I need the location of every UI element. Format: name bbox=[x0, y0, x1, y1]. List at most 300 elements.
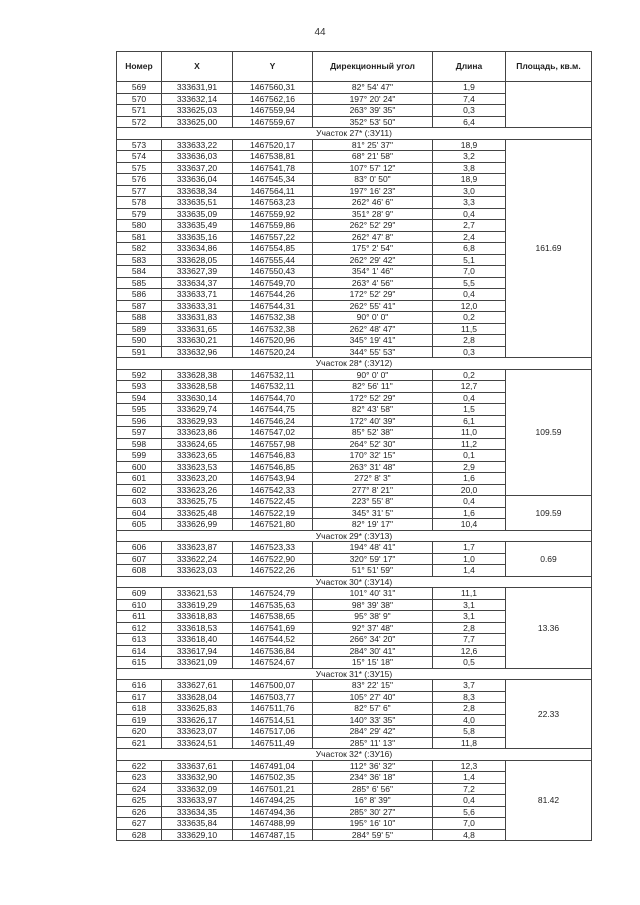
direction-angle: 197° 16' 23" bbox=[313, 185, 433, 197]
coord-y: 1467538,81 bbox=[233, 151, 313, 163]
col-header-area: Площадь, кв.м. bbox=[506, 52, 592, 82]
coord-y: 1467560,31 bbox=[233, 82, 313, 94]
point-number: 597 bbox=[117, 427, 162, 439]
coord-y: 1467511,49 bbox=[233, 737, 313, 749]
segment-length: 1,9 bbox=[433, 82, 506, 94]
coord-x: 333633,97 bbox=[162, 795, 233, 807]
table-body bbox=[117, 82, 592, 841]
section-row bbox=[117, 576, 592, 588]
direction-angle: 170° 32' 15" bbox=[313, 450, 433, 462]
area-value: 81.42 bbox=[506, 760, 592, 841]
coord-x: 333624,65 bbox=[162, 438, 233, 450]
segment-length: 20,0 bbox=[433, 484, 506, 496]
point-number: 604 bbox=[117, 507, 162, 519]
direction-angle: 105° 27' 40" bbox=[313, 691, 433, 703]
segment-length: 6,1 bbox=[433, 415, 506, 427]
point-number: 622 bbox=[117, 760, 162, 772]
coord-y: 1467546,24 bbox=[233, 415, 313, 427]
coord-y: 1467554,85 bbox=[233, 243, 313, 255]
segment-length: 7,0 bbox=[433, 266, 506, 278]
segment-length: 0,4 bbox=[433, 392, 506, 404]
coord-x: 333633,71 bbox=[162, 289, 233, 301]
coord-y: 1467541,78 bbox=[233, 162, 313, 174]
coord-y: 1467543,94 bbox=[233, 473, 313, 485]
direction-angle: 82° 54' 47" bbox=[313, 82, 433, 94]
section-title: Участок 28* (:ЗУ12) bbox=[117, 358, 592, 370]
segment-length: 2,8 bbox=[433, 335, 506, 347]
coord-y: 1467523,33 bbox=[233, 542, 313, 554]
segment-length: 0,2 bbox=[433, 369, 506, 381]
direction-angle: 234° 36' 18" bbox=[313, 772, 433, 784]
table-row bbox=[117, 542, 592, 554]
coord-y: 1467514,51 bbox=[233, 714, 313, 726]
section-row bbox=[117, 128, 592, 140]
coord-x: 333635,84 bbox=[162, 818, 233, 830]
point-number: 595 bbox=[117, 404, 162, 416]
direction-angle: 351° 28' 9" bbox=[313, 208, 433, 220]
point-number: 615 bbox=[117, 657, 162, 669]
col-header-x: X bbox=[162, 52, 233, 82]
segment-length: 4,8 bbox=[433, 829, 506, 841]
point-number: 572 bbox=[117, 116, 162, 128]
segment-length: 1,0 bbox=[433, 553, 506, 565]
coord-x: 333628,04 bbox=[162, 691, 233, 703]
point-number: 587 bbox=[117, 300, 162, 312]
area-value: 161.69 bbox=[506, 139, 592, 358]
segment-length: 2,7 bbox=[433, 220, 506, 232]
coord-x: 333631,83 bbox=[162, 312, 233, 324]
segment-length: 2,8 bbox=[433, 703, 506, 715]
coord-x: 333632,14 bbox=[162, 93, 233, 105]
point-number: 619 bbox=[117, 714, 162, 726]
coord-x: 333630,21 bbox=[162, 335, 233, 347]
segment-length: 11,0 bbox=[433, 427, 506, 439]
area-value bbox=[506, 82, 592, 128]
segment-length: 7,2 bbox=[433, 783, 506, 795]
point-number: 588 bbox=[117, 312, 162, 324]
point-number: 618 bbox=[117, 703, 162, 715]
direction-angle: 95° 38' 9" bbox=[313, 611, 433, 623]
point-number: 628 bbox=[117, 829, 162, 841]
point-number: 590 bbox=[117, 335, 162, 347]
point-number: 581 bbox=[117, 231, 162, 243]
coord-y: 1467555,44 bbox=[233, 254, 313, 266]
direction-angle: 262° 55' 41" bbox=[313, 300, 433, 312]
page-number: 44 bbox=[314, 27, 326, 38]
direction-angle: 264° 52' 30" bbox=[313, 438, 433, 450]
coord-x: 333619,29 bbox=[162, 599, 233, 611]
coord-x: 333634,37 bbox=[162, 277, 233, 289]
direction-angle: 82° 57' 6" bbox=[313, 703, 433, 715]
coord-x: 333618,40 bbox=[162, 634, 233, 646]
coord-y: 1467522,90 bbox=[233, 553, 313, 565]
direction-angle: 284° 30' 41" bbox=[313, 645, 433, 657]
segment-length: 1,4 bbox=[433, 565, 506, 577]
direction-angle: 320° 59' 17" bbox=[313, 553, 433, 565]
point-number: 614 bbox=[117, 645, 162, 657]
coord-y: 1467524,67 bbox=[233, 657, 313, 669]
direction-angle: 263° 39' 35" bbox=[313, 105, 433, 117]
segment-length: 3,3 bbox=[433, 197, 506, 209]
segment-length: 0,1 bbox=[433, 450, 506, 462]
segment-length: 11,1 bbox=[433, 588, 506, 600]
point-number: 585 bbox=[117, 277, 162, 289]
segment-length: 0,4 bbox=[433, 795, 506, 807]
point-number: 626 bbox=[117, 806, 162, 818]
direction-angle: 81° 25' 37" bbox=[313, 139, 433, 151]
segment-length: 6,4 bbox=[433, 116, 506, 128]
coord-y: 1467520,17 bbox=[233, 139, 313, 151]
coord-y: 1467522,26 bbox=[233, 565, 313, 577]
coord-y: 1467564,11 bbox=[233, 185, 313, 197]
coord-y: 1467546,85 bbox=[233, 461, 313, 473]
point-number: 625 bbox=[117, 795, 162, 807]
direction-angle: 90° 0' 0" bbox=[313, 312, 433, 324]
direction-angle: 82° 19' 17" bbox=[313, 519, 433, 531]
point-number: 602 bbox=[117, 484, 162, 496]
table-row bbox=[117, 82, 592, 94]
segment-length: 1,6 bbox=[433, 473, 506, 485]
coord-x: 333621,53 bbox=[162, 588, 233, 600]
direction-angle: 262° 52' 29" bbox=[313, 220, 433, 232]
point-number: 584 bbox=[117, 266, 162, 278]
coord-x: 333623,20 bbox=[162, 473, 233, 485]
direction-angle: 354° 1' 46" bbox=[313, 266, 433, 278]
coord-x: 333637,20 bbox=[162, 162, 233, 174]
coord-y: 1467544,52 bbox=[233, 634, 313, 646]
coord-x: 333635,09 bbox=[162, 208, 233, 220]
coord-y: 1467488,99 bbox=[233, 818, 313, 830]
direction-angle: 263° 4' 56" bbox=[313, 277, 433, 289]
coord-y: 1467544,75 bbox=[233, 404, 313, 416]
point-number: 610 bbox=[117, 599, 162, 611]
coord-x: 333634,35 bbox=[162, 806, 233, 818]
coord-y: 1467532,38 bbox=[233, 323, 313, 335]
point-number: 592 bbox=[117, 369, 162, 381]
segment-length: 1,5 bbox=[433, 404, 506, 416]
point-number: 600 bbox=[117, 461, 162, 473]
coord-y: 1467536,84 bbox=[233, 645, 313, 657]
direction-angle: 175° 2' 54" bbox=[313, 243, 433, 255]
coord-x: 333618,83 bbox=[162, 611, 233, 623]
section-title: Участок 29* (:ЗУ13) bbox=[117, 530, 592, 542]
point-number: 577 bbox=[117, 185, 162, 197]
coord-x: 333629,10 bbox=[162, 829, 233, 841]
direction-angle: 101° 40' 31" bbox=[313, 588, 433, 600]
direction-angle: 172° 40' 39" bbox=[313, 415, 433, 427]
direction-angle: 263° 31' 48" bbox=[313, 461, 433, 473]
section-title: Участок 31* (:ЗУ15) bbox=[117, 668, 592, 680]
col-header-length: Длина bbox=[433, 52, 506, 82]
coord-x: 333631,91 bbox=[162, 82, 233, 94]
coord-y: 1467524,79 bbox=[233, 588, 313, 600]
coord-x: 333635,16 bbox=[162, 231, 233, 243]
segment-length: 1,7 bbox=[433, 542, 506, 554]
direction-angle: 82° 56' 11" bbox=[313, 381, 433, 393]
coord-x: 333630,14 bbox=[162, 392, 233, 404]
direction-angle: 112° 36' 32" bbox=[313, 760, 433, 772]
direction-angle: 266° 34' 20" bbox=[313, 634, 433, 646]
col-header-y: Y bbox=[233, 52, 313, 82]
direction-angle: 172° 52' 29" bbox=[313, 289, 433, 301]
table-row bbox=[117, 139, 592, 151]
segment-length: 3,1 bbox=[433, 611, 506, 623]
segment-length: 0,3 bbox=[433, 105, 506, 117]
coord-y: 1467559,94 bbox=[233, 105, 313, 117]
direction-angle: 284° 29' 42" bbox=[313, 726, 433, 738]
segment-length: 18,9 bbox=[433, 174, 506, 186]
direction-angle: 344° 55' 53" bbox=[313, 346, 433, 358]
coord-y: 1467550,43 bbox=[233, 266, 313, 278]
coord-y: 1467544,31 bbox=[233, 300, 313, 312]
direction-angle: 345° 19' 41" bbox=[313, 335, 433, 347]
coord-x: 333625,03 bbox=[162, 105, 233, 117]
area-value: 109.59 bbox=[506, 496, 592, 531]
segment-length: 10,4 bbox=[433, 519, 506, 531]
point-number: 627 bbox=[117, 818, 162, 830]
section-row bbox=[117, 668, 592, 680]
point-number: 605 bbox=[117, 519, 162, 531]
segment-length: 12,6 bbox=[433, 645, 506, 657]
point-number: 609 bbox=[117, 588, 162, 600]
section-title: Участок 27* (:ЗУ11) bbox=[117, 128, 592, 140]
coord-x: 333628,05 bbox=[162, 254, 233, 266]
point-number: 617 bbox=[117, 691, 162, 703]
coord-x: 333636,03 bbox=[162, 151, 233, 163]
coord-x: 333633,22 bbox=[162, 139, 233, 151]
table-row bbox=[117, 760, 592, 772]
table-row bbox=[117, 369, 592, 381]
coord-x: 333629,93 bbox=[162, 415, 233, 427]
section-row bbox=[117, 749, 592, 761]
direction-angle: 15° 15' 18" bbox=[313, 657, 433, 669]
segment-length: 12,7 bbox=[433, 381, 506, 393]
coord-x: 333627,61 bbox=[162, 680, 233, 692]
direction-angle: 90° 0' 0" bbox=[313, 369, 433, 381]
direction-angle: 98° 39' 38" bbox=[313, 599, 433, 611]
segment-length: 0,4 bbox=[433, 496, 506, 508]
direction-angle: 195° 16' 10" bbox=[313, 818, 433, 830]
point-number: 621 bbox=[117, 737, 162, 749]
coord-y: 1467532,11 bbox=[233, 369, 313, 381]
coord-y: 1467541,69 bbox=[233, 622, 313, 634]
segment-length: 1,4 bbox=[433, 772, 506, 784]
point-number: 623 bbox=[117, 772, 162, 784]
segment-length: 3,2 bbox=[433, 151, 506, 163]
segment-length: 12,3 bbox=[433, 760, 506, 772]
segment-length: 12,0 bbox=[433, 300, 506, 312]
area-value: 13.36 bbox=[506, 588, 592, 669]
direction-angle: 16° 8' 39" bbox=[313, 795, 433, 807]
coord-x: 333622,24 bbox=[162, 553, 233, 565]
point-number: 599 bbox=[117, 450, 162, 462]
coord-y: 1467535,63 bbox=[233, 599, 313, 611]
coord-y: 1467517,06 bbox=[233, 726, 313, 738]
direction-angle: 285° 30' 27" bbox=[313, 806, 433, 818]
coord-x: 333628,58 bbox=[162, 381, 233, 393]
coord-y: 1467547,02 bbox=[233, 427, 313, 439]
point-number: 583 bbox=[117, 254, 162, 266]
point-number: 613 bbox=[117, 634, 162, 646]
segment-length: 4,0 bbox=[433, 714, 506, 726]
coord-x: 333637,61 bbox=[162, 760, 233, 772]
coord-y: 1467542,33 bbox=[233, 484, 313, 496]
point-number: 586 bbox=[117, 289, 162, 301]
segment-length: 7,4 bbox=[433, 93, 506, 105]
col-header-angle: Дирекционный угол bbox=[313, 52, 433, 82]
coord-y: 1467549,70 bbox=[233, 277, 313, 289]
coord-x: 333623,03 bbox=[162, 565, 233, 577]
coord-x: 333624,51 bbox=[162, 737, 233, 749]
coord-x: 333623,53 bbox=[162, 461, 233, 473]
coord-y: 1467532,38 bbox=[233, 312, 313, 324]
segment-length: 8,3 bbox=[433, 691, 506, 703]
point-number: 606 bbox=[117, 542, 162, 554]
coord-y: 1467557,22 bbox=[233, 231, 313, 243]
point-number: 594 bbox=[117, 392, 162, 404]
coord-y: 1467500,07 bbox=[233, 680, 313, 692]
coord-y: 1467494,36 bbox=[233, 806, 313, 818]
area-value: 22.33 bbox=[506, 680, 592, 749]
coord-x: 333623,86 bbox=[162, 427, 233, 439]
segment-length: 0,4 bbox=[433, 208, 506, 220]
coord-x: 333632,96 bbox=[162, 346, 233, 358]
coord-y: 1467494,25 bbox=[233, 795, 313, 807]
coord-y: 1467521,80 bbox=[233, 519, 313, 531]
coord-y: 1467520,24 bbox=[233, 346, 313, 358]
coord-x: 333632,09 bbox=[162, 783, 233, 795]
segment-length: 7,0 bbox=[433, 818, 506, 830]
point-number: 591 bbox=[117, 346, 162, 358]
segment-length: 3,7 bbox=[433, 680, 506, 692]
coord-x: 333625,48 bbox=[162, 507, 233, 519]
coord-y: 1467559,86 bbox=[233, 220, 313, 232]
direction-angle: 68° 21' 58" bbox=[313, 151, 433, 163]
coord-y: 1467544,70 bbox=[233, 392, 313, 404]
point-number: 579 bbox=[117, 208, 162, 220]
coord-y: 1467522,45 bbox=[233, 496, 313, 508]
segment-length: 1,6 bbox=[433, 507, 506, 519]
direction-angle: 285° 6' 56" bbox=[313, 783, 433, 795]
segment-length: 3,0 bbox=[433, 185, 506, 197]
area-value: 0.69 bbox=[506, 542, 592, 577]
header-row bbox=[117, 52, 592, 82]
direction-angle: 140° 33' 35" bbox=[313, 714, 433, 726]
coord-x: 333638,34 bbox=[162, 185, 233, 197]
coord-x: 333626,17 bbox=[162, 714, 233, 726]
coord-x: 333625,00 bbox=[162, 116, 233, 128]
coord-x: 333623,07 bbox=[162, 726, 233, 738]
point-number: 616 bbox=[117, 680, 162, 692]
section-row bbox=[117, 530, 592, 542]
segment-length: 11,8 bbox=[433, 737, 506, 749]
coord-y: 1467502,35 bbox=[233, 772, 313, 784]
coord-x: 333635,51 bbox=[162, 197, 233, 209]
coord-x: 333623,26 bbox=[162, 484, 233, 496]
direction-angle: 262° 48' 47" bbox=[313, 323, 433, 335]
point-number: 570 bbox=[117, 93, 162, 105]
coord-x: 333626,99 bbox=[162, 519, 233, 531]
segment-length: 18,9 bbox=[433, 139, 506, 151]
point-number: 612 bbox=[117, 622, 162, 634]
coord-y: 1467545,34 bbox=[233, 174, 313, 186]
point-number: 576 bbox=[117, 174, 162, 186]
point-number: 593 bbox=[117, 381, 162, 393]
coord-y: 1467544,26 bbox=[233, 289, 313, 301]
point-number: 589 bbox=[117, 323, 162, 335]
point-number: 611 bbox=[117, 611, 162, 623]
point-number: 569 bbox=[117, 82, 162, 94]
direction-angle: 285° 11' 13" bbox=[313, 737, 433, 749]
coord-x: 333634,86 bbox=[162, 243, 233, 255]
direction-angle: 194° 48' 41" bbox=[313, 542, 433, 554]
coord-x: 333631,65 bbox=[162, 323, 233, 335]
coord-y: 1467559,67 bbox=[233, 116, 313, 128]
direction-angle: 272° 8' 3" bbox=[313, 473, 433, 485]
direction-angle: 277° 8' 21" bbox=[313, 484, 433, 496]
coord-x: 333617,94 bbox=[162, 645, 233, 657]
point-number: 624 bbox=[117, 783, 162, 795]
coord-y: 1467520,96 bbox=[233, 335, 313, 347]
table-row bbox=[117, 588, 592, 600]
point-number: 598 bbox=[117, 438, 162, 450]
direction-angle: 82° 43' 58" bbox=[313, 404, 433, 416]
point-number: 582 bbox=[117, 243, 162, 255]
segment-length: 11,5 bbox=[433, 323, 506, 335]
coord-y: 1467501,21 bbox=[233, 783, 313, 795]
point-number: 608 bbox=[117, 565, 162, 577]
direction-angle: 172° 52' 29" bbox=[313, 392, 433, 404]
col-header-number: Номер bbox=[117, 52, 162, 82]
coord-x: 333629,74 bbox=[162, 404, 233, 416]
point-number: 603 bbox=[117, 496, 162, 508]
segment-length: 3,1 bbox=[433, 599, 506, 611]
segment-length: 11,2 bbox=[433, 438, 506, 450]
coord-y: 1467487,15 bbox=[233, 829, 313, 841]
coord-x: 333621,09 bbox=[162, 657, 233, 669]
coord-x: 333623,65 bbox=[162, 450, 233, 462]
coord-y: 1467559,92 bbox=[233, 208, 313, 220]
segment-length: 0,3 bbox=[433, 346, 506, 358]
segment-length: 0,4 bbox=[433, 289, 506, 301]
point-number: 601 bbox=[117, 473, 162, 485]
segment-length: 6,8 bbox=[433, 243, 506, 255]
direction-angle: 85° 52' 38" bbox=[313, 427, 433, 439]
coord-x: 333636,04 bbox=[162, 174, 233, 186]
section-row bbox=[117, 358, 592, 370]
table-row bbox=[117, 496, 592, 508]
point-number: 573 bbox=[117, 139, 162, 151]
segment-length: 0,2 bbox=[433, 312, 506, 324]
table-row bbox=[117, 680, 592, 692]
direction-angle: 345° 31' 5" bbox=[313, 507, 433, 519]
coord-y: 1467503,77 bbox=[233, 691, 313, 703]
coord-y: 1467546,83 bbox=[233, 450, 313, 462]
coord-y: 1467538,65 bbox=[233, 611, 313, 623]
coord-y: 1467511,76 bbox=[233, 703, 313, 715]
segment-length: 5,1 bbox=[433, 254, 506, 266]
segment-length: 2,9 bbox=[433, 461, 506, 473]
point-number: 596 bbox=[117, 415, 162, 427]
coord-x: 333627,39 bbox=[162, 266, 233, 278]
point-number: 571 bbox=[117, 105, 162, 117]
section-title: Участок 30* (:ЗУ14) bbox=[117, 576, 592, 588]
area-value: 109.59 bbox=[506, 369, 592, 496]
coord-x: 333625,75 bbox=[162, 496, 233, 508]
segment-length: 5,6 bbox=[433, 806, 506, 818]
point-number: 607 bbox=[117, 553, 162, 565]
point-number: 580 bbox=[117, 220, 162, 232]
